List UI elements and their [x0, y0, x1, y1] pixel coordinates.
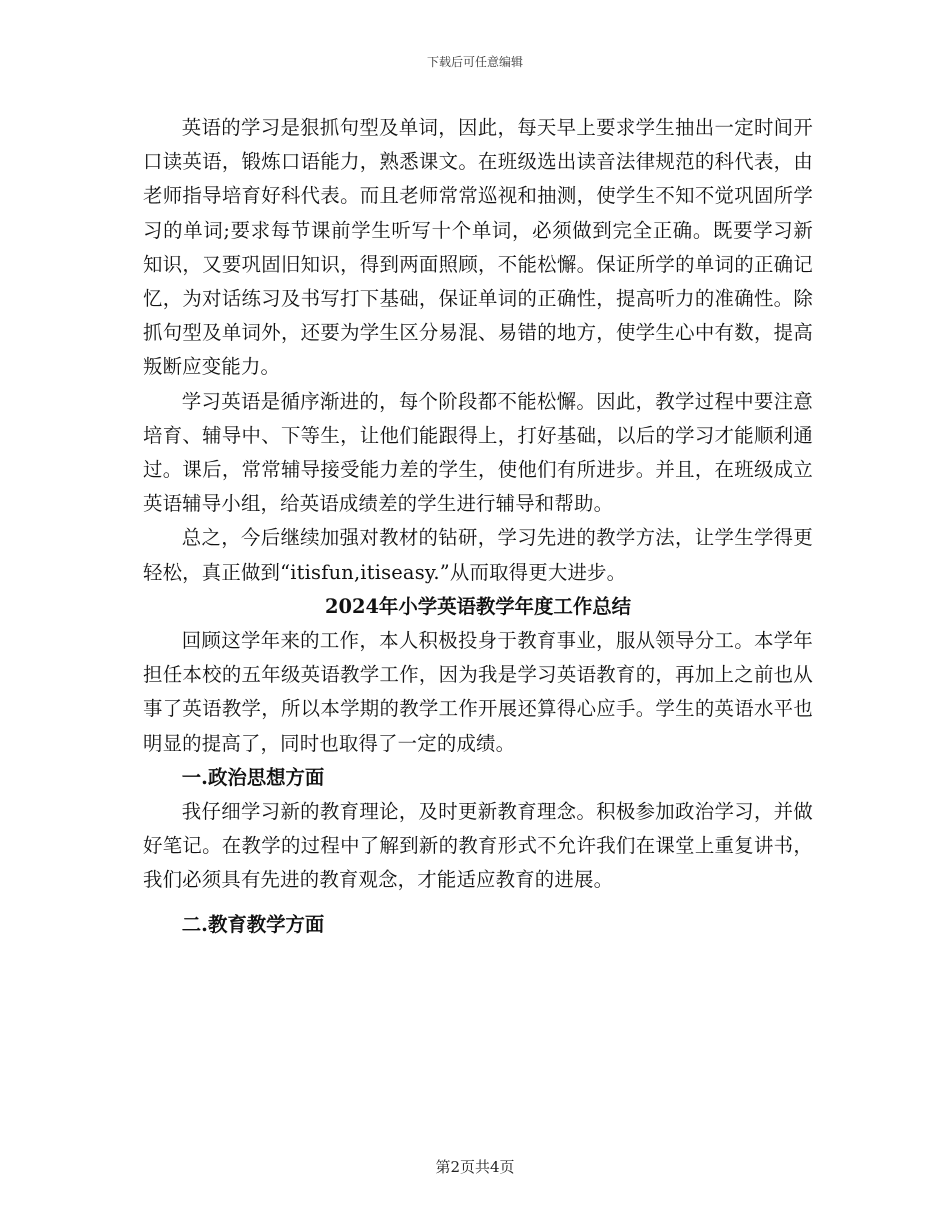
page-header: 下载后可任意编辑 [426, 55, 523, 69]
paragraph-review: 回顾这学年来的工作，本人积极投身于教育事业，服从领导分工。本学年担任本校的五年级英语教学工作，因为我是学习英语教育的，再加上之前也从事了英语教学，所以本学期的教学工作开展还算得心应手。学生的英语水平也明显的提高了，同时也取得了一定的成绩。 [143, 629, 813, 755]
document-body [143, 111, 813, 942]
paragraph-gradual-learning: 学习英语是循序渐进的，每个阶段都不能松懈。因此，教学过程中要注意培育、辅导中、下等生，让他们能跟得上，打好基础，以后的学习才能顺利通过。课后，常常辅导接受能力差的学生，使他们有所进步。并且，在班级成立英语辅导小组，给英语成绩差的学生进行辅导和帮助。 [143, 389, 813, 516]
section-heading-politics: 一.政治思想方面 [181, 765, 325, 789]
paragraph-politics: 我仔细学习新的教育理论，及时更新教育理念。积极参加政治学习，并做好笔记。在教学的过程中了解到新的教育形式不允许我们在课堂上重复讲书，我们必须具有先进的教育观念，才能适应教育的进展。 [143, 800, 813, 892]
paragraph-conclusion: 总之，今后继续加强对教材的钻研，学习先进的教学方法，让学生学得更轻松，真正做到“itisfun,itiseasy.”从而取得更大进步。 [143, 526, 813, 584]
document-title: 2024年小学英语教学年度工作总结 [324, 594, 632, 618]
page-footer: 第2页共4页 [435, 1158, 515, 1176]
paragraph-vocabulary: 英语的学习是狠抓句型及单词，因此，每天早上要求学生抽出一定时间开口读英语，锻炼口语能力，熟悉课文。在班级选出读音法律规范的科代表，由老师指导培育好科代表。而且老师常常巡视和抽测，使学生不知不觉巩固所学习的单词;要求每节课前学生听写十个单词，必须做到完全正确。既要学习新知识，又要巩固旧知识，得到两面照顾，不能松懈。保证所学的单词的正确记忆，为对话练习及书写打下基础，保证单词的正确性，提高听力的准确性。除抓句型及单词外，还要为学生区分易混、易错的地方，使学生心中有数，提高叛断应变能力。 [143, 116, 813, 379]
section-heading-teaching: 二.教育教学方面 [181, 912, 325, 936]
